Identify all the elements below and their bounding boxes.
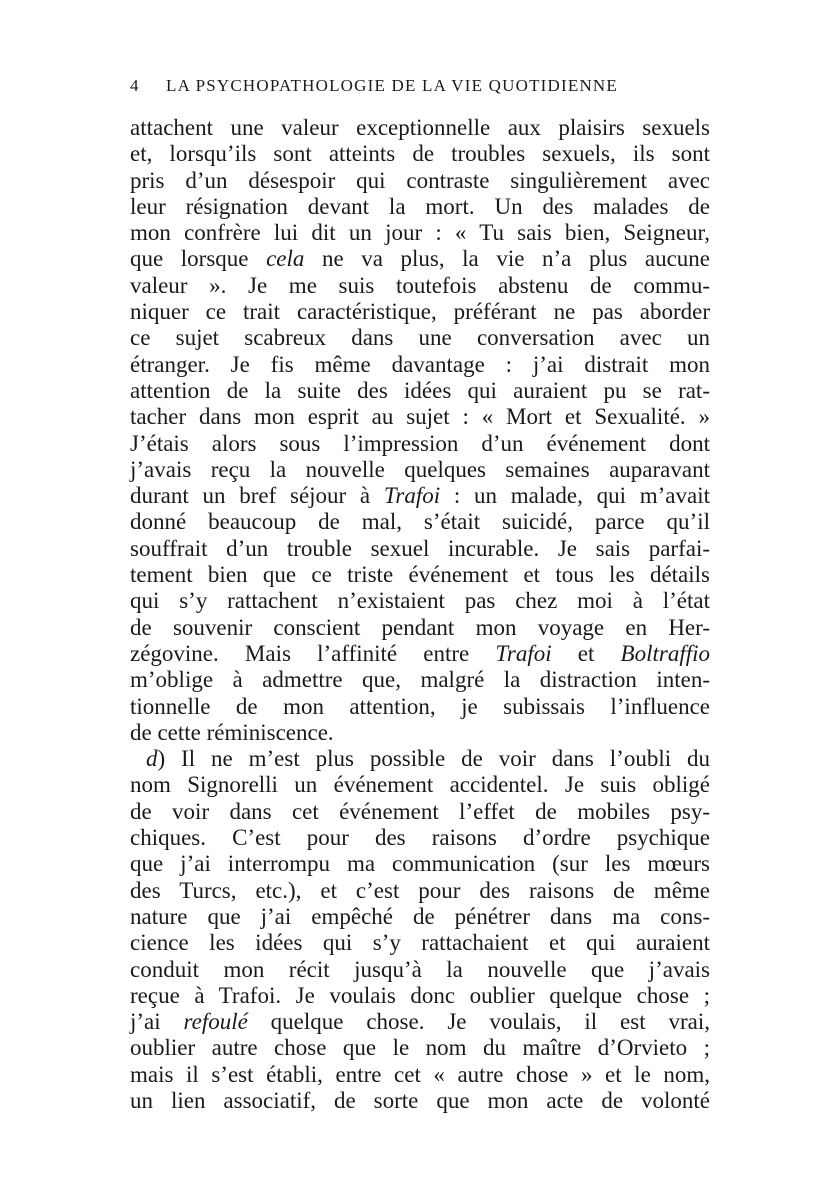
text-line [130, 930, 710, 956]
italic-segment: cela [266, 246, 305, 272]
text-segment: cience les idées qui s’y rattachaient et qui auraient [130, 930, 710, 956]
text-segment: et [551, 640, 621, 666]
text-line [130, 588, 710, 614]
running-head [130, 76, 710, 102]
text-line [130, 615, 710, 641]
text-line [130, 536, 710, 562]
text-segment: ne va plus, la vie n’a plus aucune [304, 246, 710, 272]
text-segment: qui s’y rattachent n’existaient pas chez moi à l’état [130, 588, 710, 614]
text-segment: des Turcs, etc.), et c’est pour des raisons de même [130, 877, 710, 903]
text-segment: que j’ai interrompu ma communication (sur les mœurs [130, 851, 710, 877]
text-segment: niquer ce trait caractéristique, préférant ne pas aborder [130, 299, 710, 325]
text-line [130, 904, 710, 930]
italic-segment: d [146, 746, 158, 772]
text-segment: un lien associatif, de sorte que mon acte de volonté [130, 1087, 710, 1113]
italic-segment: Trafoi [495, 640, 552, 666]
text-segment: ce sujet scabreux dans une conversation avec un [130, 325, 710, 351]
page-number: 4 [130, 76, 140, 95]
text-line [130, 562, 710, 588]
text-segment: m’oblige à admettre que, malgré la distraction inten- [130, 667, 710, 693]
text-line [130, 641, 710, 667]
text-segment: mon confrère lui dit un jour : « Tu sais bien, Seigneur, [130, 220, 710, 246]
text-line [130, 431, 710, 457]
text-segment: que lorsque [130, 246, 267, 272]
text-line [130, 325, 710, 351]
text-segment: chiques. C’est pour des raisons d’ordre psychique [130, 825, 710, 851]
text-segment: de voir dans cet événement l’effet de mobiles psy- [130, 798, 710, 824]
text-segment: tionnelle de mon attention, je subissais l’influence [130, 693, 710, 719]
text-segment: zégovine. Mais l’affinité entre [130, 640, 496, 666]
italic-segment: Trafoi [383, 483, 441, 509]
text-line [130, 825, 710, 851]
text-line [130, 509, 710, 535]
text-line [130, 983, 710, 1009]
text-line [130, 352, 710, 378]
text-segment: valeur ». Je me suis toutefois abstenu de commu- [130, 272, 710, 298]
text-segment: de cette réminiscence. [130, 719, 334, 745]
text-segment: oublier autre chose que le nom du maître d’Orvieto ; [130, 1035, 710, 1061]
text-segment: mais il s’est établi, entre cet « autre chose » et le nom, [130, 1061, 710, 1087]
text-segment: conduit mon récit jusqu’à la nouvelle que j’avais [130, 956, 710, 982]
text-segment: attachent une valeur exceptionnelle aux plaisirs sexuels [130, 115, 710, 140]
text-segment: nom Signorelli un événement accidentel. Je suis obligé [130, 772, 710, 798]
text-segment: : un malade, qui m’avait [440, 483, 710, 509]
text-segment: quelque chose. Je voulais, il est vrai, [247, 1009, 710, 1035]
text-line [130, 457, 710, 483]
text-line [130, 667, 710, 693]
text-segment: tement bien que ce triste événement et tous les détails [130, 562, 710, 588]
text-line [130, 141, 710, 167]
text-line [130, 404, 710, 430]
italic-segment: Boltraffio [620, 640, 710, 666]
text-line [130, 957, 710, 983]
text-segment: j’ai [130, 1009, 184, 1035]
text-line [130, 273, 710, 299]
text-segment: J’étais alors sous l’impression d’un événement dont [130, 430, 710, 456]
text-line [130, 1035, 710, 1061]
text-line [130, 878, 710, 904]
text-segment: attention de la suite des idées qui auraient pu se rat- [130, 377, 710, 403]
text-line [130, 168, 710, 194]
text-segment: j’avais reçu la nouvelle quelques semaines auparavant [130, 456, 710, 482]
text-segment: donné beaucoup de mal, s’était suicidé, parce qu’il [130, 509, 710, 535]
text-segment: reçue à Trafoi. Je voulais donc oublier quelque chose ; [130, 982, 710, 1008]
body-text [130, 115, 710, 1114]
text-line [130, 115, 710, 141]
text-segment: étranger. Je fis même davantage : j’ai distrait mon [130, 351, 710, 377]
text-line [130, 378, 710, 404]
text-segment: leur résignation devant la mort. Un des malades de [130, 193, 710, 219]
text-segment: nature que j’ai empêché de pénétrer dans ma cons- [130, 903, 710, 929]
text-segment: ) Il ne m’est plus possible de voir dans l’oubli du [157, 746, 710, 772]
text-line [130, 746, 710, 772]
text-line [130, 772, 710, 798]
text-segment: et, lorsqu’ils sont atteints de troubles sexuels, ils sont [130, 141, 710, 167]
text-line [130, 299, 710, 325]
text-segment: de souvenir conscient pendant mon voyage en Her- [130, 614, 710, 640]
text-segment: pris d’un désespoir qui contraste singulièrement avec [130, 167, 710, 193]
text-line [130, 1009, 710, 1035]
text-line [130, 1088, 710, 1114]
text-line [130, 720, 710, 746]
italic-segment: refoulé [183, 1009, 248, 1035]
text-segment: tacher dans mon esprit au sujet : « Mort et Sexualité. » [130, 404, 710, 430]
text-segment: durant un bref séjour à [130, 483, 384, 509]
text-line [130, 694, 710, 720]
text-line [130, 194, 710, 220]
text-line [130, 799, 710, 825]
text-line [130, 483, 710, 509]
text-line [130, 220, 710, 246]
text-segment: souffrait d’un trouble sexuel incurable. Je sais parfai- [130, 535, 710, 561]
running-title: LA PSYCHOPATHOLOGIE DE LA VIE QUOTIDIENNE [166, 76, 618, 95]
text-line [130, 851, 710, 877]
text-line [130, 1062, 710, 1088]
text-line [130, 246, 710, 272]
